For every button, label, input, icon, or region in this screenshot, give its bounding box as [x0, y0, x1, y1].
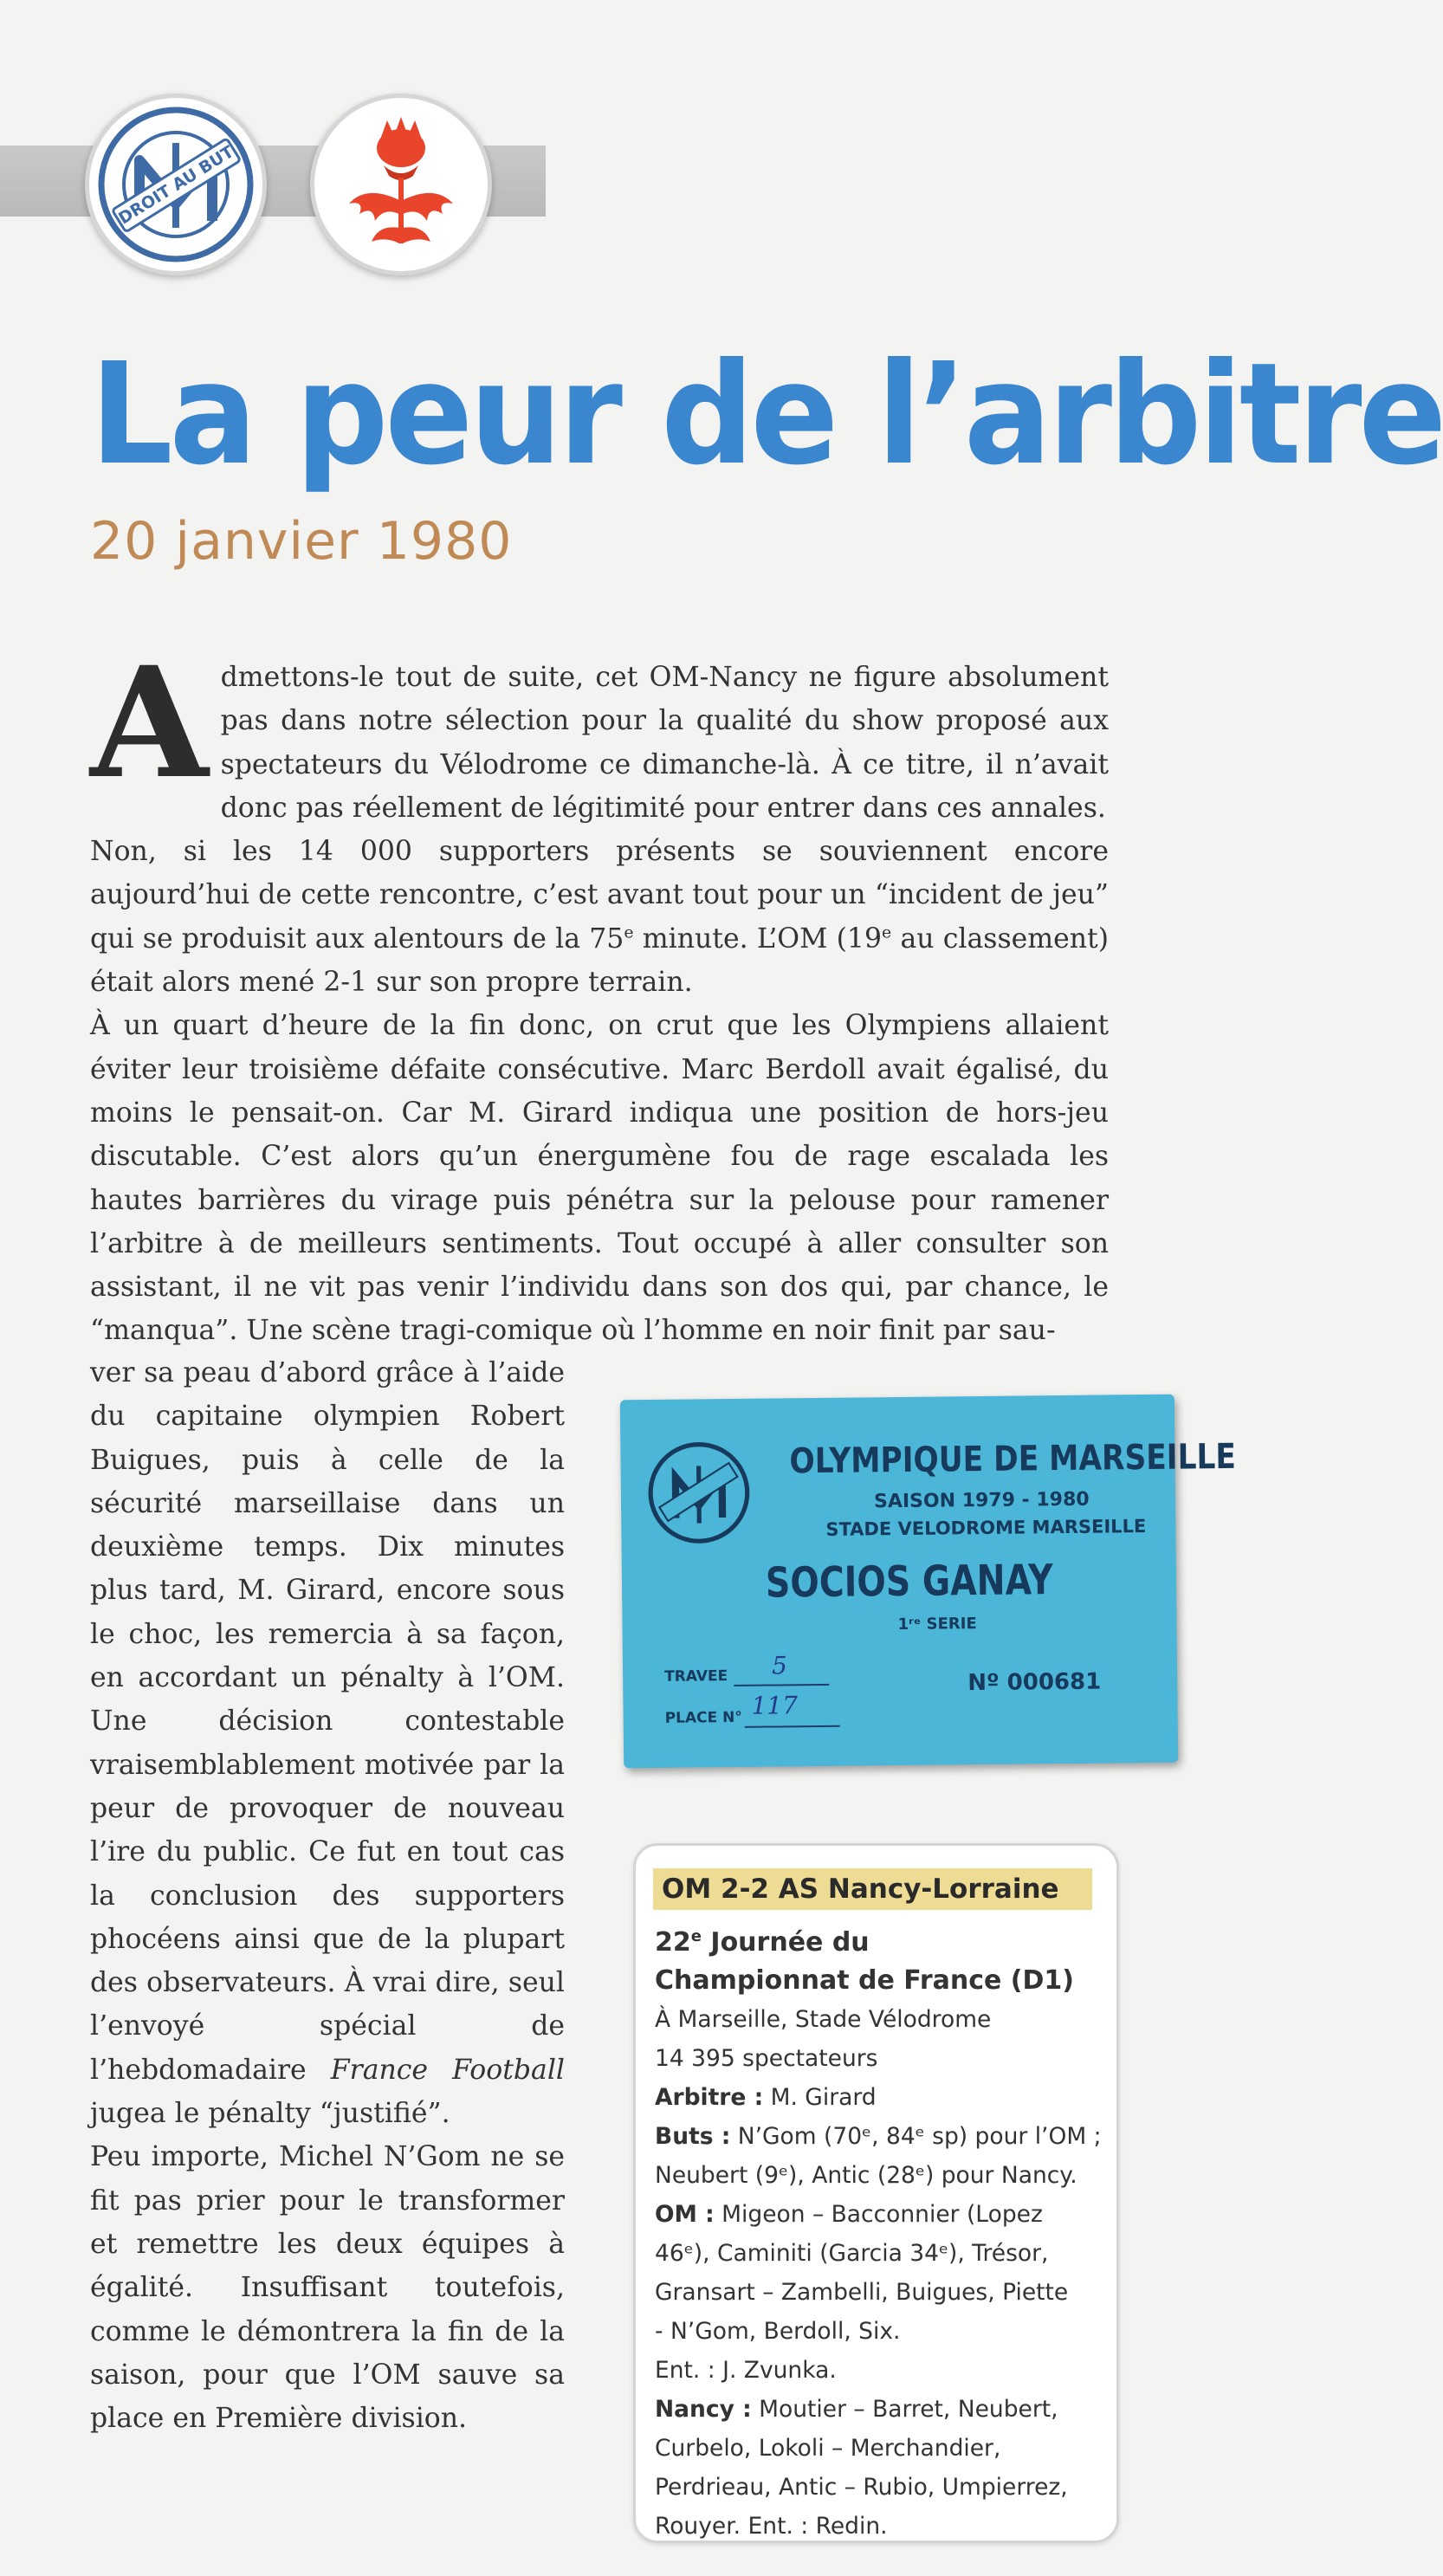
paragraph-3-text-b: jugea le pénalty “justifié”.	[90, 2098, 450, 2130]
round-number: 22	[655, 1927, 691, 1958]
superscript: e	[882, 922, 892, 942]
publication-name: France Football	[330, 2054, 565, 2086]
value: N’Gom (70ᵉ, 84ᵉ sp) pour l’OM ;	[730, 2123, 1102, 2150]
drop-cap: A	[90, 633, 209, 812]
nancy-lineup-cont: Curbelo, Lokoli – Merchandier,	[655, 2435, 1001, 2462]
om-lineup	[655, 2195, 1105, 2234]
match-goals-cont: Neubert (9ᵉ), Antic (28ᵉ) pour Nancy.	[655, 2162, 1077, 2189]
round-text: Journée du	[701, 1927, 870, 1958]
match-details	[655, 1924, 1105, 2546]
om-monogram-icon	[89, 98, 262, 271]
om-crest-text: DROIT AU BUT	[115, 142, 237, 229]
om-lineup-cont: Gransart – Zambelli, Buigues, Piette	[655, 2279, 1069, 2306]
match-attendance: 14 395 spectateurs	[655, 2045, 878, 2072]
match-competition: Championnat de France (D1)	[655, 1965, 1074, 1996]
match-round	[655, 1924, 1105, 1962]
paragraph-3-continued	[90, 1351, 565, 2135]
article-title: La peur de l’arbitre	[90, 333, 1443, 496]
ticket-travee-label: TRAVEE	[664, 1667, 728, 1686]
nancy-lineup-cont: Rouyer. Ent. : Redin.	[655, 2513, 888, 2540]
ticket-number: Nº 000681	[967, 1668, 1102, 1697]
paragraph-3: À un quart d’heure de la fin donc, on crut que les Olympiens allaient éviter leur troisième défaite consécutive. Marc Berdoll avait égalisé, du moins le pensait-on. Car M. Girard indiqua une position de hors-jeu discutable. C’est alors qu’un énergumène fou de rage escalada les hautes barrières du virage puis pénétra sur la pelouse pour ramener l’arbitre à de meilleurs sentiments. Tout occupé à aller consulter son assistant, il ne vit pas venir l’individu dans son dos qui, par chance, le “manqua”. Une scène tragi-comique où l’homme en noir finit par sau-	[90, 1010, 1109, 1347]
ticket-place-value: 117	[751, 1691, 799, 1720]
paragraph-1-text: dmettons-le tout de suite, cet OM-Nancy ne figure absolument pas dans notre sélection pour la qualité du show proposé aux spectateurs du Vélodrome ce dimanche-là. À ce titre, il n’avait donc pas réellement de légitimité pour entrer dans ces annales.	[220, 662, 1109, 824]
nancy-lineup	[655, 2390, 1105, 2429]
paragraph-2-text-b: minute. L’OM (19	[633, 922, 882, 955]
ticket-holder: SOCIOS GANAY	[765, 1556, 1054, 1608]
nancy-lineup-cont: Perdrieau, Antic – Rubio, Umpierrez,	[655, 2474, 1068, 2501]
label: Nancy :	[655, 2396, 752, 2423]
label: OM :	[655, 2201, 715, 2228]
value: Moutier – Barret, Neubert,	[751, 2396, 1058, 2423]
om-lineup-cont: 46ᵉ), Caminiti (Garcia 34ᵉ), Trésor,	[655, 2240, 1049, 2267]
ticket-stadium: STADE VELODROME MARSEILLE	[825, 1516, 1147, 1540]
value: M. Girard	[763, 2084, 877, 2111]
match-referee	[655, 2078, 1105, 2117]
om-lineup-cont: - N’Gom, Berdoll, Six.	[655, 2318, 901, 2345]
ticket-line	[745, 1725, 840, 1728]
label: Buts :	[655, 2123, 731, 2150]
superscript: e	[624, 922, 634, 942]
article-date: 20 janvier 1980	[90, 511, 513, 572]
om-coach: Ent. : J. Zvunka.	[655, 2357, 837, 2384]
value: Migeon – Bacconnier (Lopez	[714, 2201, 1043, 2228]
ticket-serie: 1ʳᵉ SERIE	[897, 1615, 977, 1634]
ticket-place-label: PLACE N°	[664, 1708, 742, 1727]
paragraph-2-text-a: Non, si les 14 000 supporters présents se souviennent encore aujourd’hui de cette rencontre, c’est avant tout pour un “incident de jeu” qui se produisit aux alentours de la 75	[90, 836, 1109, 955]
thistle-icon	[314, 98, 488, 271]
paragraph-3-text-a: ver sa peau d’abord grâce à l’aide du capitaine olympien Robert Buigues, puis à celle de la sécurité marseillaise dans un deuxième temps. Dix minutes plus tard, M. Girard, encore sous le choc, les remercia à sa façon, en accordant un pénalty à l’OM. Une décision contestable vraisemblablement motivée par la peur de provoquer de nouveau l’ire du public. Ce fut en tout cas la conclusion des supporters phocéens ainsi que de la plupart des observateurs. À vrai dire, seul l’envoyé spécial de l’hebdomadaire	[90, 1357, 565, 2086]
om-crest-badge	[85, 94, 267, 275]
nancy-crest-badge	[310, 94, 492, 275]
article-body-column	[90, 1351, 565, 2440]
season-ticket	[620, 1395, 1237, 1769]
ticket-line	[734, 1684, 829, 1686]
om-monogram-icon	[644, 1439, 753, 1547]
match-info-box	[633, 1843, 1119, 2543]
ticket-season: SAISON 1979 - 1980	[873, 1488, 1090, 1513]
superscript: e	[690, 1927, 702, 1945]
match-score: OM 2-2 AS Nancy-Lorraine	[653, 1868, 1092, 1910]
paragraph-1	[90, 633, 1109, 830]
paragraph-4: Peu importe, Michel N’Gom ne se fit pas prier pour le transformer et remettre les deux équipes à égalité. Insuffisant toutefois, comme le démontrera la fin de la saison, pour que l’OM sauve sa place en Première division.	[90, 2141, 565, 2435]
label: Arbitre :	[655, 2084, 764, 2111]
article-body-top	[90, 633, 1110, 1353]
match-goals	[655, 2117, 1105, 2156]
ticket-travee-value: 5	[771, 1651, 788, 1680]
paragraph-2	[90, 830, 1109, 1004]
paragraph-2-text-c: au classement) était alors mené 2-1 sur son propre terrain.	[90, 922, 1110, 999]
ticket-club: OLYMPIQUE DE MARSEILLE	[789, 1436, 1237, 1482]
match-venue: À Marseille, Stade Vélodrome	[655, 2006, 992, 2033]
